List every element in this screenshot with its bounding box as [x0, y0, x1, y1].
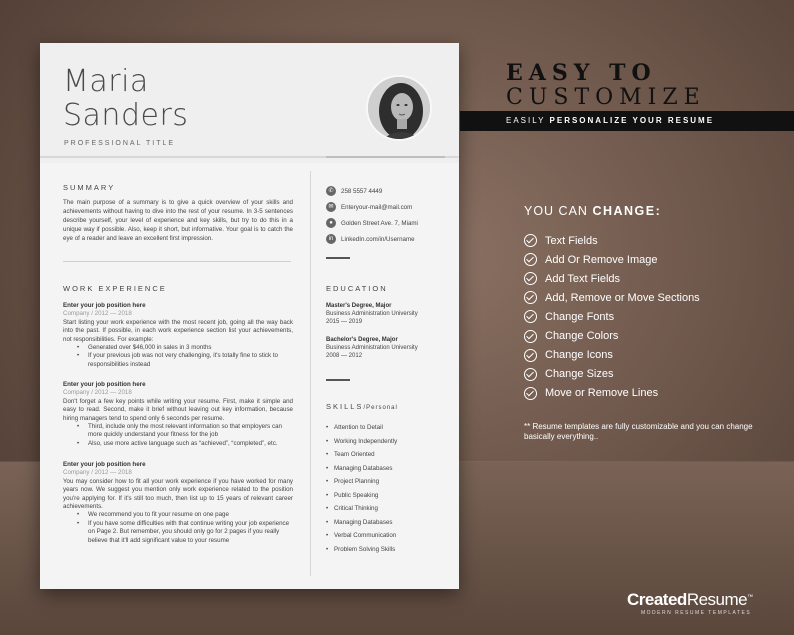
feature-label: Add Text Fields — [545, 272, 621, 285]
feature-item — [524, 250, 700, 269]
skill-item: • Attention to Detail — [326, 421, 397, 435]
degree: Bachelor's Degree, Major — [326, 337, 398, 343]
job-bullets — [63, 511, 293, 545]
job-bullet: • If you have some difficulties with that continue writing your job experience on Page 2. But remember, you should only go for 2 pages if you really believe that it'll add significant value to your resume — [77, 520, 293, 545]
linkedin-text: LinkedIn.com/in/Username — [341, 235, 415, 243]
resume-sheet — [40, 43, 459, 589]
address-text: Golden Street Ave. 7, Miami — [341, 219, 418, 227]
feature-label: Change Fonts — [545, 310, 615, 323]
feature-label: Change Sizes — [545, 368, 614, 381]
skills-title-sub: /Personal — [363, 405, 398, 411]
job-bullet: • Generated over $46,000 in sales in 3 months — [77, 344, 293, 352]
job-bullet: • We recommend you to fit your resume on one page — [77, 511, 293, 519]
skill-item: • Project Planning — [326, 475, 397, 489]
personalize-banner — [460, 111, 794, 131]
job-description: You may consider how to fit all your work experience if you have worked for many years now. We suggest you mention only work experience related to the position you're applying for. If it's still too much, then list up to 15 years of relevant career achievements. — [63, 477, 293, 511]
can-change-bold: CHANGE: — [592, 204, 662, 218]
education-title: EDUCATION — [326, 284, 388, 293]
job-entry — [63, 461, 293, 545]
job-bullet: • Also, use more active language such as “achieved”, “completed”, etc. — [77, 440, 293, 448]
check-circle-icon — [524, 291, 537, 304]
skills-title — [326, 402, 398, 411]
skill-item: • Public Speaking — [326, 489, 397, 503]
location-icon: ● — [326, 218, 336, 228]
feature-label: Add Or Remove Image — [545, 253, 658, 266]
contact-address — [326, 218, 418, 228]
check-circle-icon — [524, 330, 537, 343]
job-description: Start listing your work experience with the most recent job, going all the way back into the past. If possible, in each work experience section list your achievements, not responsibilities. For example: — [63, 318, 293, 343]
skill-item: • Team Oriented — [326, 448, 397, 462]
brand-tagline: MODERN RESUME TEMPLATES — [641, 610, 752, 616]
banner-prefix: EASILY — [506, 116, 546, 125]
feature-item — [524, 269, 700, 288]
feature-item — [524, 326, 700, 345]
check-circle-icon — [524, 387, 537, 400]
job-bullets — [63, 423, 293, 448]
summary-divider — [63, 261, 291, 262]
check-circle-icon — [524, 253, 537, 266]
feature-item — [524, 307, 700, 326]
brand-light: Resume — [686, 590, 748, 609]
last-name: Sanders — [63, 98, 189, 133]
phone-text: 258 5557 4449 — [341, 187, 383, 195]
email-text: Enteryour-mail@mail.com — [341, 203, 413, 211]
feature-label: Text Fields — [545, 234, 598, 247]
skills-title-main: SKILLS — [326, 402, 364, 411]
can-change-heading — [524, 204, 661, 218]
check-circle-icon — [524, 234, 537, 247]
profile-photo — [366, 75, 432, 141]
job-entry — [63, 302, 293, 369]
education-divider — [326, 379, 350, 381]
linkedin-icon: in — [326, 234, 336, 244]
check-circle-icon — [524, 349, 537, 362]
resume-name — [63, 65, 188, 133]
degree: Master's Degree, Major — [326, 303, 392, 309]
feature-label: Move or Remove Lines — [545, 387, 659, 400]
phone-icon: ✆ — [326, 186, 336, 196]
job-entry — [63, 381, 293, 448]
job-bullet: • If your previous job was not very challenging, it's totally fine to stick to responsibilities instead — [77, 352, 293, 369]
feature-label: Add, Remove or Move Sections — [545, 291, 700, 304]
job-bullets — [63, 344, 293, 369]
job-description: Don't forget a few key points while writing your resume. First, make it simple and easy to read. Second, make it brief without leaving out key information, because hiring managers tend to spend only 6 seconds per resume. — [63, 397, 293, 422]
summary-title: SUMMARY — [63, 183, 116, 192]
skills-list — [326, 421, 397, 556]
feature-item — [524, 288, 700, 307]
contact-linkedin — [326, 234, 415, 244]
email-icon: ✉ — [326, 202, 336, 212]
column-divider — [310, 171, 311, 576]
headline-easy-to: EASY TO — [506, 60, 657, 86]
customizable-note: ** Resume templates are fully customizable and you can change basically everything.. — [524, 422, 753, 441]
job-company: Company / 2012 — 2018 — [63, 469, 132, 477]
education-entry — [326, 302, 446, 326]
feature-list — [524, 231, 700, 403]
first-name: Maria — [63, 64, 149, 99]
job-position: Enter your job position here — [63, 302, 146, 309]
job-company: Company / 2012 — 2018 — [63, 310, 132, 318]
professional-title: PROFESSIONAL TITLE — [64, 140, 176, 147]
skill-item: • Problem Solving Skills — [326, 543, 397, 557]
contact-phone — [326, 186, 382, 196]
job-position: Enter your job position here — [63, 381, 146, 388]
contact-divider — [326, 257, 350, 259]
headline-customize: CUSTOMIZE — [506, 85, 706, 110]
summary-text: The main purpose of a summary is to give a quick overview of your skills and achievements without having to dive into the rest of your resume. In 3-5 sentences describe yourself, your level of experience and key skills, but try to do this in a unique way if possible. Also, keep it short, but informative. Your goal is to catch the eye of a reader and leave an excellent first impression. — [63, 199, 293, 242]
skill-item: • Critical Thinking — [326, 502, 397, 516]
school: Business Administration University — [326, 311, 418, 317]
job-bullet: • Third, include only the most relevant information so that employers can more quickly understand your fitness for the job — [77, 423, 293, 440]
work-title: WORK EXPERIENCE — [63, 284, 167, 293]
brand-bold: Created — [627, 590, 687, 609]
skill-item: • Managing Databases — [326, 462, 397, 476]
school: Business Administration University — [326, 345, 418, 351]
years: 2015 — 2019 — [326, 319, 363, 325]
feature-label: Change Colors — [545, 330, 619, 343]
banner-bold: PERSONALIZE YOUR RESUME — [549, 116, 715, 125]
years: 2008 — 2012 — [326, 353, 363, 359]
contact-email — [326, 202, 412, 212]
skill-item: • Verbal Communication — [326, 529, 397, 543]
skill-item: • Working Independently — [326, 435, 397, 449]
feature-item — [524, 231, 700, 250]
can-change-prefix: YOU CAN — [524, 204, 588, 218]
brand-tm: ™ — [747, 594, 753, 601]
check-circle-icon — [524, 368, 537, 381]
feature-item — [524, 384, 700, 403]
check-circle-icon — [524, 310, 537, 323]
feature-label: Change Icons — [545, 349, 613, 362]
skill-item: • Managing Databases — [326, 516, 397, 530]
feature-item — [524, 346, 700, 365]
job-position: Enter your job position here — [63, 461, 146, 468]
check-circle-icon — [524, 272, 537, 285]
header-divider-accent — [326, 156, 445, 158]
feature-item — [524, 365, 700, 384]
brand-logo — [627, 590, 753, 610]
job-company: Company / 2012 — 2018 — [63, 389, 132, 397]
education-entry — [326, 336, 446, 360]
